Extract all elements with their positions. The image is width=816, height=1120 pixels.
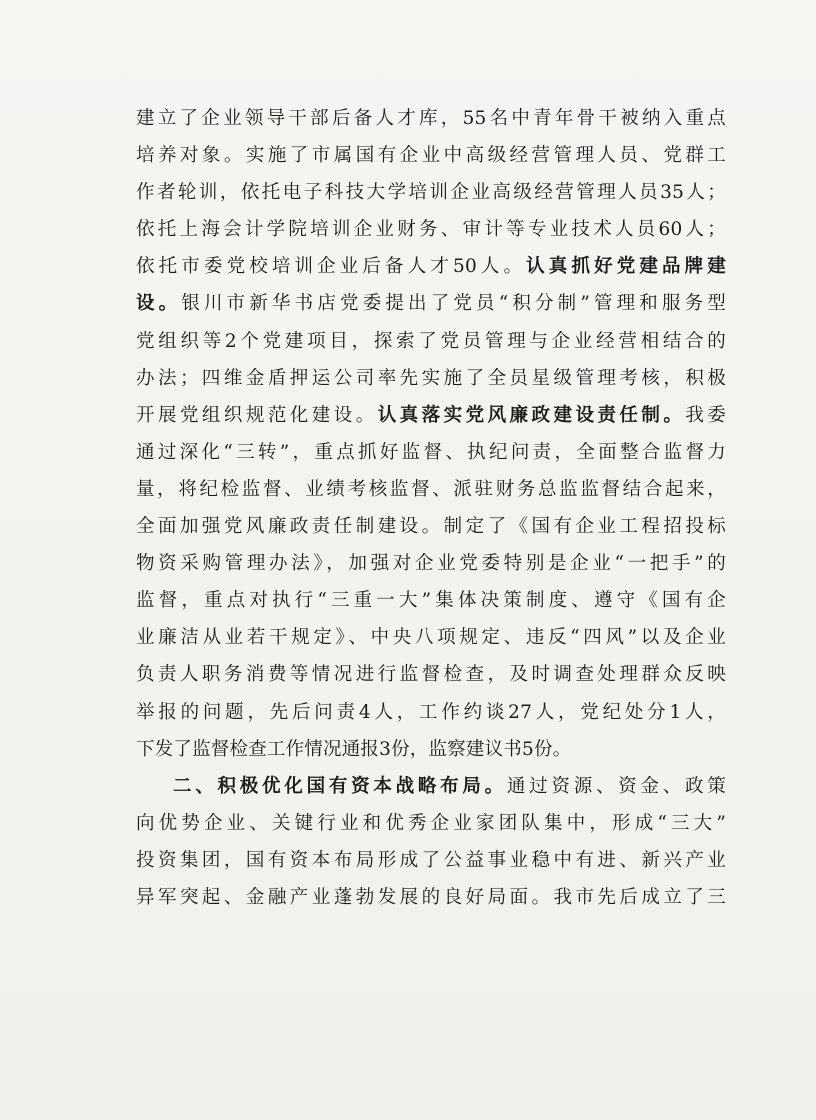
body-text: 开展党组织规范化建设。	[136, 404, 378, 426]
text-line	[136, 545, 726, 582]
body-text: 下发了监督检查工作情况通报3份，监察建议书5份。	[136, 738, 572, 760]
body-text: 培养对象。实施了市属国有企业中高级经营管理人员、党群工	[136, 145, 726, 167]
bold-heading-text: 二、积极优化国有资本战略布局。	[173, 775, 507, 797]
body-text: 银川市新华书店党委提出了党员“积分制”管理和服务型	[181, 293, 726, 315]
body-text: 依托上海会计学院培训企业财务、审计等专业技术人员60人；	[136, 219, 726, 241]
body-text: 量，将纪检监督、业绩考核监督、派驻财务总监监督结合起来，	[136, 478, 726, 500]
body-text: 依托市委党校培训企业后备人才50人。	[136, 256, 527, 278]
body-text: 举报的问题，先后问责4人，工作约谈27人，党纪处分1人，	[136, 701, 726, 723]
text-line	[136, 285, 726, 322]
text-line	[136, 211, 726, 248]
body-text: 通过深化“三转”，重点抓好监督、执纪问责，全面整合监督力	[136, 441, 726, 463]
body-text: 办法；四维金盾押运公司率先实施了全员星级管理考核，积极	[136, 367, 726, 389]
body-text: 我委	[685, 404, 727, 426]
text-line	[136, 656, 726, 693]
text-line	[136, 434, 726, 471]
body-text: 负责人职务消费等情况进行监督检查，及时调查处理群众反映	[136, 664, 726, 686]
text-line	[136, 879, 726, 916]
body-text: 业廉洁从业若干规定》、中央八项规定、违反“四风”以及企业	[136, 627, 726, 649]
text-line	[136, 694, 726, 731]
text-line	[136, 471, 726, 508]
text-line	[136, 582, 726, 619]
bold-heading-text: 设。	[136, 293, 182, 315]
text-line	[136, 619, 726, 656]
body-text: 投资集团，国有资本布局形成了公益事业稳中有进、新兴产业	[136, 849, 726, 871]
bold-heading-text: 认真抓好党建品牌建	[526, 256, 726, 278]
text-line	[136, 731, 726, 768]
text-line	[136, 360, 726, 397]
text-line	[136, 323, 726, 360]
body-text: 党组织等2个党建项目，探索了党员管理与企业经营相结合的	[136, 330, 726, 352]
body-text: 监督，重点对执行“三重一大”集体决策制度、遵守《国有企	[136, 590, 726, 612]
body-text: 作者轮训，依托电子科技大学培训企业高级经营管理人员35人；	[136, 182, 726, 204]
body-text: 全面加强党风廉政责任制建设。制定了《国有企业工程招投标	[136, 516, 726, 538]
text-line	[136, 842, 726, 879]
body-text: 通过资源、资金、政策	[506, 775, 726, 797]
bold-heading-text: 认真落实党风廉政建设责任制。	[377, 404, 686, 426]
body-text: 物资采购管理办法》，加强对企业党委特别是企业“一把手”的	[136, 553, 726, 575]
text-line	[136, 508, 726, 545]
document-body-text	[136, 100, 726, 916]
body-text: 向优势企业、关键行业和优秀企业家团队集中，形成“三大”	[136, 812, 726, 834]
text-line	[136, 248, 726, 285]
body-text: 异军突起、金融产业蓬勃发展的良好局面。我市先后成立了三	[136, 886, 726, 908]
text-line	[136, 805, 726, 842]
text-line	[136, 768, 726, 805]
text-line	[136, 397, 726, 434]
text-line	[136, 174, 726, 211]
body-text: 建立了企业领导干部后备人才库，55名中青年骨干被纳入重点	[136, 108, 726, 129]
text-line	[136, 100, 726, 137]
text-line	[136, 137, 726, 174]
